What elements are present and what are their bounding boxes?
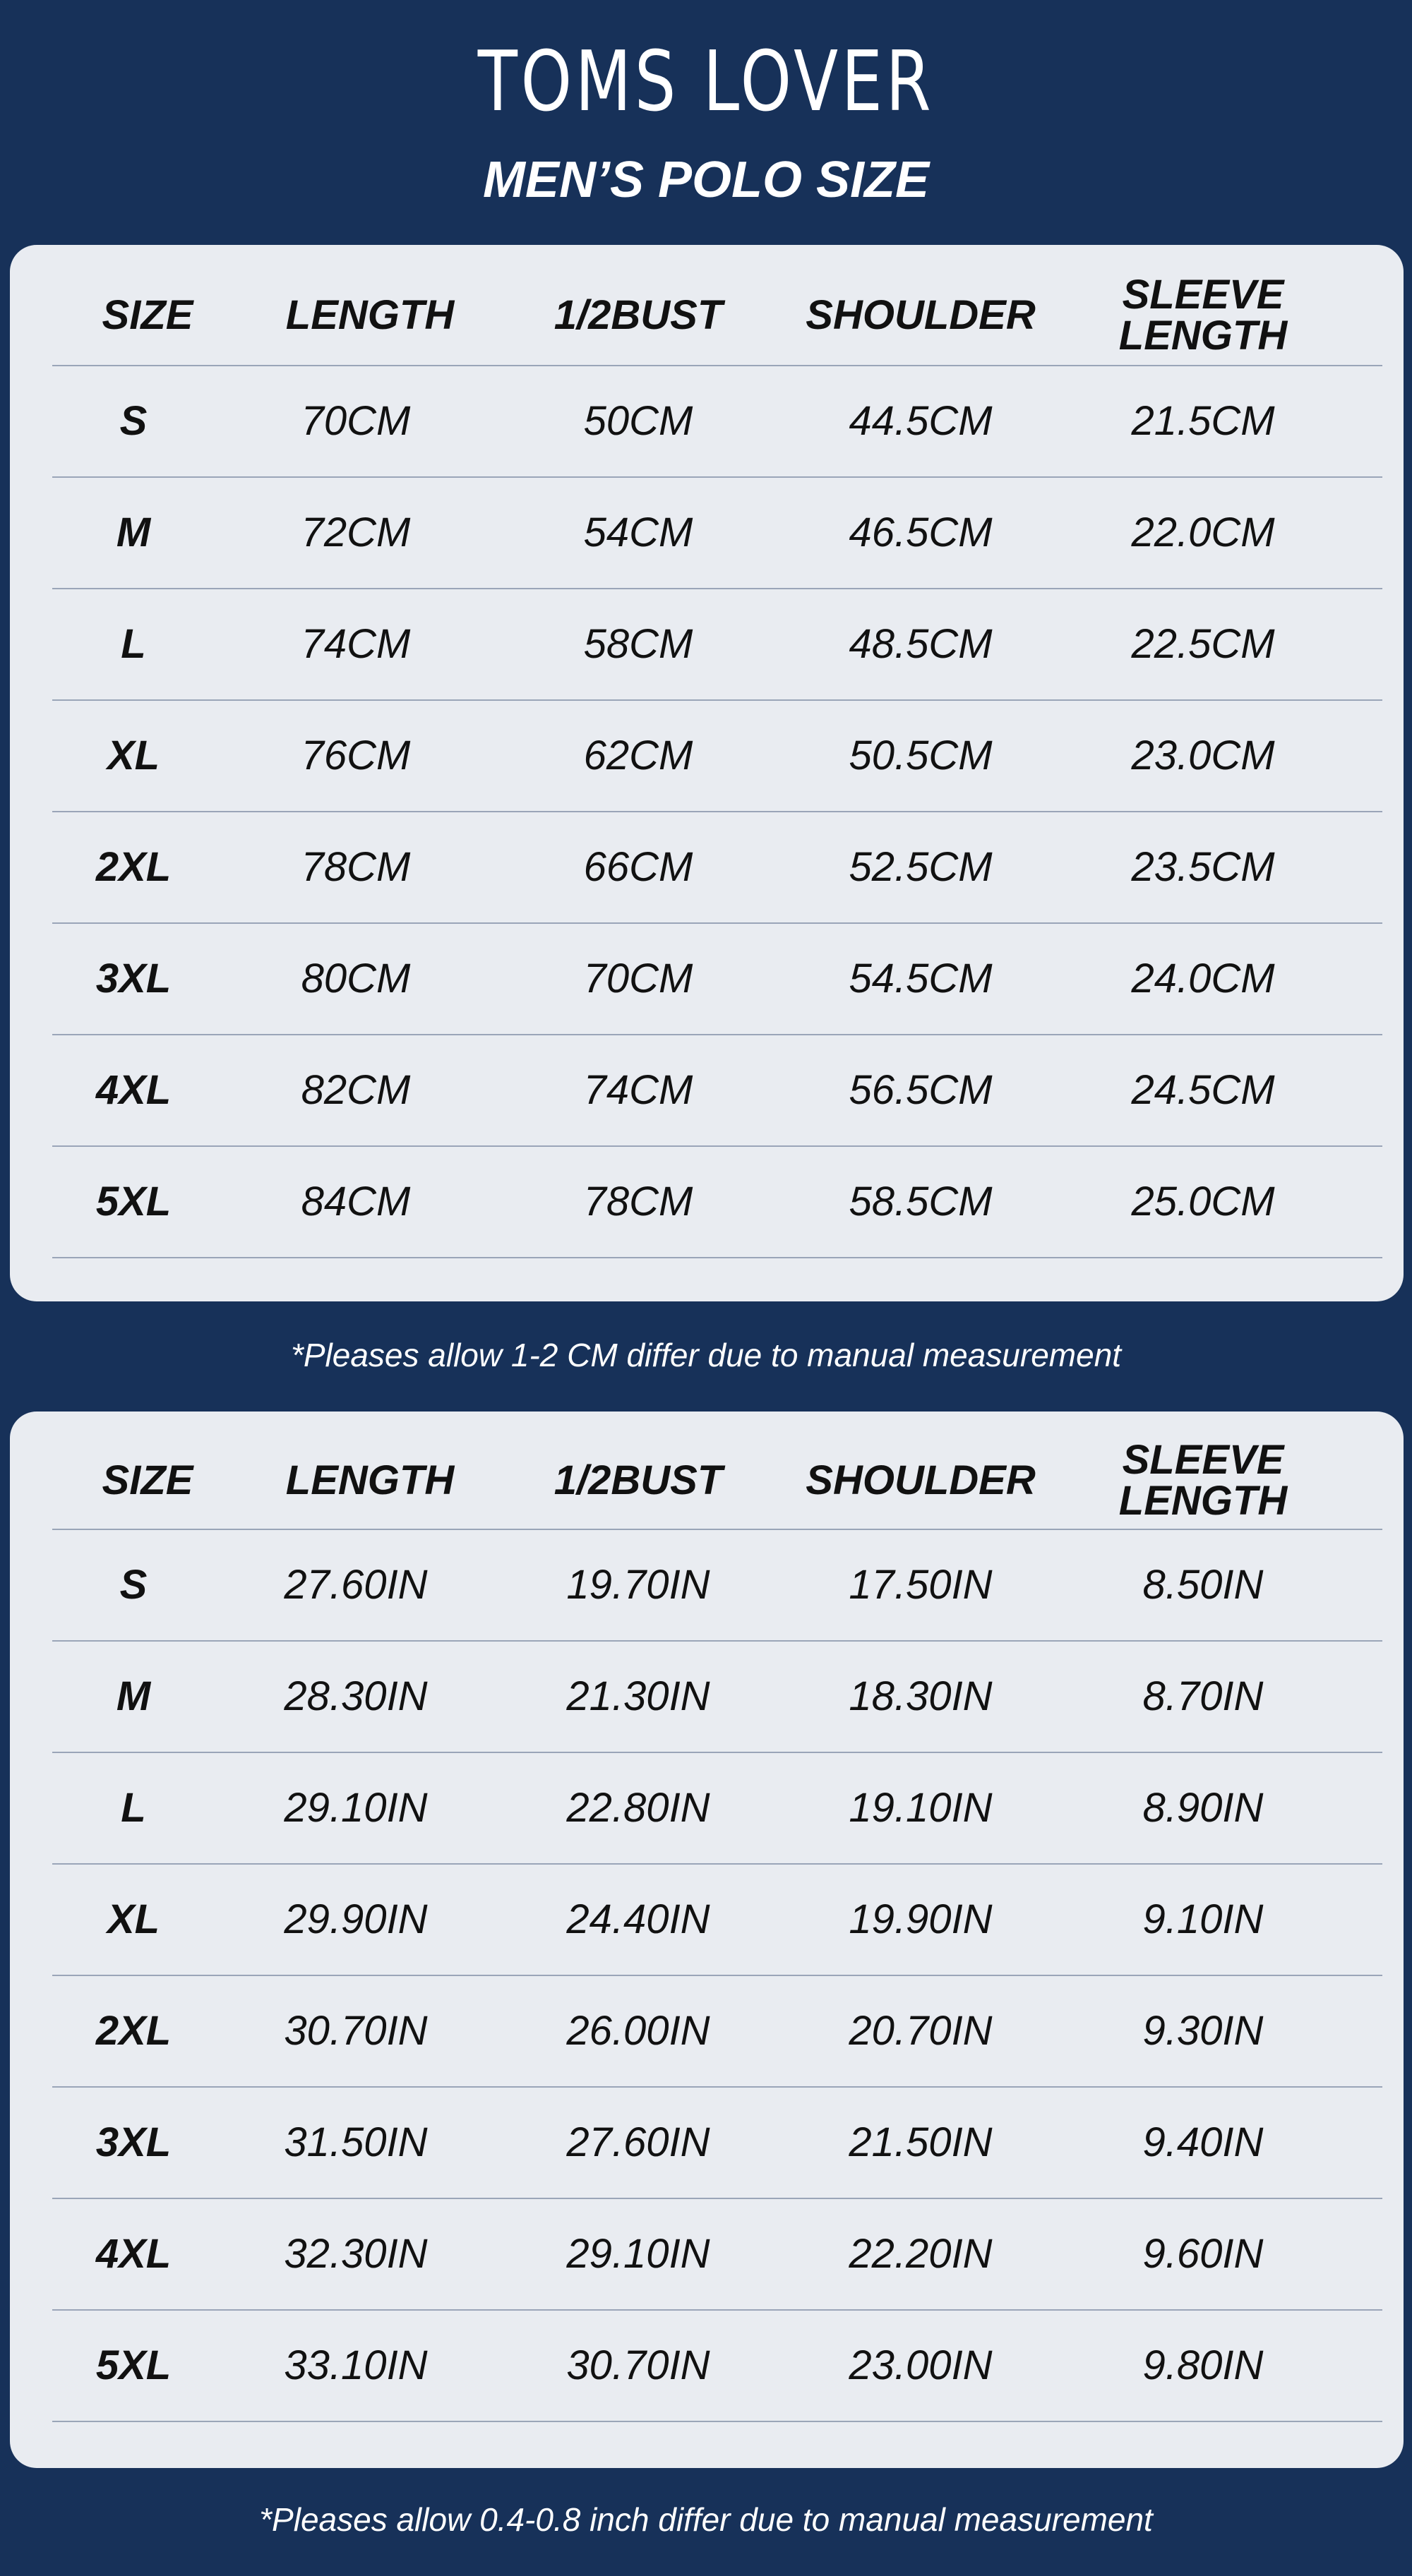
brand-logo: TOMS LOVER <box>477 32 935 130</box>
length-cell: 70CM <box>301 398 411 444</box>
header-shoulder: SHOULDER <box>806 1457 1036 1503</box>
table-row <box>52 812 1382 924</box>
bust-cell: 29.10IN <box>566 2231 710 2277</box>
size-table-cm <box>10 245 1404 1301</box>
bust-cell: 58CM <box>583 621 693 667</box>
table-row <box>52 2311 1382 2422</box>
bust-cell: 19.70IN <box>566 1562 710 1608</box>
length-cell: 29.10IN <box>284 1785 428 1831</box>
table-header-row <box>52 1433 1382 1530</box>
shoulder-cell: 54.5CM <box>849 956 993 1001</box>
size-cell: S <box>119 1562 148 1608</box>
shoulder-cell: 22.20IN <box>849 2231 993 2277</box>
length-cell: 84CM <box>301 1179 411 1224</box>
bust-cell: 54CM <box>583 510 693 555</box>
size-cell: 3XL <box>95 2119 172 2165</box>
length-cell: 80CM <box>301 956 411 1001</box>
length-cell: 27.60IN <box>284 1562 428 1608</box>
page-title: MEN’S POLO SIZE <box>482 152 930 208</box>
table-row <box>52 1147 1382 1258</box>
header-sleeve-length <box>1062 266 1344 365</box>
length-cell: 29.90IN <box>284 1896 428 1942</box>
length-cell: 74CM <box>301 621 411 667</box>
sleeve-length-cell: 9.60IN <box>1142 2231 1264 2277</box>
size-cell: XL <box>107 1896 160 1942</box>
shoulder-cell: 50.5CM <box>849 733 993 778</box>
table-row <box>52 589 1382 701</box>
size-cell: 5XL <box>95 1179 172 1224</box>
table-row <box>52 1035 1382 1147</box>
shoulder-cell: 21.50IN <box>849 2119 993 2165</box>
sleeve-length-cell: 22.0CM <box>1131 510 1275 555</box>
shoulder-cell: 20.70IN <box>849 2008 993 2054</box>
table-row <box>52 701 1382 812</box>
size-cell: 4XL <box>95 2231 172 2277</box>
shoulder-cell: 18.30IN <box>849 1673 993 1719</box>
shoulder-cell: 52.5CM <box>849 844 993 890</box>
header-sleeve-line1: SLEEVE <box>1122 272 1284 318</box>
bust-cell: 70CM <box>583 956 693 1001</box>
sleeve-length-cell: 8.50IN <box>1142 1562 1264 1608</box>
header-bust: 1/2BUST <box>554 1457 723 1503</box>
size-cell: M <box>116 510 151 555</box>
shoulder-cell: 44.5CM <box>849 398 993 444</box>
shoulder-cell: 56.5CM <box>849 1067 993 1113</box>
shoulder-cell: 58.5CM <box>849 1179 993 1224</box>
table-header-row <box>52 266 1382 366</box>
header-sleeve-line1: SLEEVE <box>1122 1437 1284 1483</box>
header-length: LENGTH <box>285 292 455 338</box>
bust-cell: 74CM <box>583 1067 693 1113</box>
length-cell: 31.50IN <box>284 2119 428 2165</box>
header-sleeve-line2: LENGTH <box>1118 313 1288 359</box>
size-cell: S <box>119 398 148 444</box>
sleeve-length-cell: 9.30IN <box>1142 2008 1264 2054</box>
size-cell: L <box>121 1785 146 1831</box>
shoulder-cell: 19.10IN <box>849 1785 993 1831</box>
length-cell: 72CM <box>301 510 411 555</box>
bust-cell: 30.70IN <box>566 2342 710 2388</box>
header-bust: 1/2BUST <box>554 292 723 338</box>
size-cell: 2XL <box>95 844 172 890</box>
header-shoulder: SHOULDER <box>806 292 1036 338</box>
shoulder-cell: 17.50IN <box>849 1562 993 1608</box>
bust-cell: 50CM <box>583 398 693 444</box>
size-cell: M <box>116 1673 151 1719</box>
length-cell: 32.30IN <box>284 2231 428 2277</box>
length-cell: 78CM <box>301 844 411 890</box>
bust-cell: 62CM <box>583 733 693 778</box>
table-row <box>52 924 1382 1035</box>
size-table-inch <box>10 1412 1404 2468</box>
size-cell: 4XL <box>95 1067 172 1113</box>
size-cell: 5XL <box>95 2342 172 2388</box>
table-row <box>52 366 1382 478</box>
length-cell: 82CM <box>301 1067 411 1113</box>
table-row <box>52 1976 1382 2088</box>
sleeve-length-cell: 23.0CM <box>1131 733 1275 778</box>
shoulder-cell: 23.00IN <box>849 2342 993 2388</box>
shoulder-cell: 46.5CM <box>849 510 993 555</box>
table-row <box>52 2199 1382 2311</box>
table-row <box>52 1865 1382 1976</box>
table-row <box>52 478 1382 589</box>
bust-cell: 78CM <box>583 1179 693 1224</box>
sleeve-length-cell: 9.10IN <box>1142 1896 1264 1942</box>
header-sleeve-line2: LENGTH <box>1118 1478 1288 1524</box>
measurement-note-inch: *Pleases allow 0.4-0.8 inch differ due to manual measurement <box>259 2501 1153 2538</box>
shoulder-cell: 19.90IN <box>849 1896 993 1942</box>
bust-cell: 21.30IN <box>566 1673 710 1719</box>
bust-cell: 22.80IN <box>566 1785 710 1831</box>
bust-cell: 24.40IN <box>566 1896 710 1942</box>
header-sleeve-length <box>1062 1433 1344 1529</box>
bust-cell: 66CM <box>583 844 693 890</box>
header-size: SIZE <box>102 1457 193 1503</box>
size-cell: L <box>121 621 146 667</box>
sleeve-length-cell: 8.90IN <box>1142 1785 1264 1831</box>
header-length: LENGTH <box>285 1457 455 1503</box>
bust-cell: 26.00IN <box>566 2008 710 2054</box>
sleeve-length-cell: 22.5CM <box>1131 621 1275 667</box>
measurement-note-cm: *Pleases allow 1-2 CM differ due to manual measurement <box>290 1337 1122 1373</box>
sleeve-length-cell: 23.5CM <box>1131 844 1275 890</box>
length-cell: 76CM <box>301 733 411 778</box>
shoulder-cell: 48.5CM <box>849 621 993 667</box>
sleeve-length-cell: 21.5CM <box>1131 398 1275 444</box>
sleeve-length-cell: 9.40IN <box>1142 2119 1264 2165</box>
header-size: SIZE <box>102 292 193 338</box>
sleeve-length-cell: 24.0CM <box>1131 956 1275 1001</box>
size-cell: XL <box>107 733 160 778</box>
table-row <box>52 1642 1382 1753</box>
table-row <box>52 1753 1382 1865</box>
sleeve-length-cell: 25.0CM <box>1131 1179 1275 1224</box>
sleeve-length-cell: 8.70IN <box>1142 1673 1264 1719</box>
length-cell: 30.70IN <box>284 2008 428 2054</box>
table-row <box>52 1530 1382 1642</box>
bust-cell: 27.60IN <box>566 2119 710 2165</box>
length-cell: 33.10IN <box>284 2342 428 2388</box>
size-cell: 3XL <box>95 956 172 1001</box>
size-cell: 2XL <box>95 2008 172 2054</box>
sleeve-length-cell: 9.80IN <box>1142 2342 1264 2388</box>
sleeve-length-cell: 24.5CM <box>1131 1067 1275 1113</box>
length-cell: 28.30IN <box>284 1673 428 1719</box>
table-row <box>52 2088 1382 2199</box>
